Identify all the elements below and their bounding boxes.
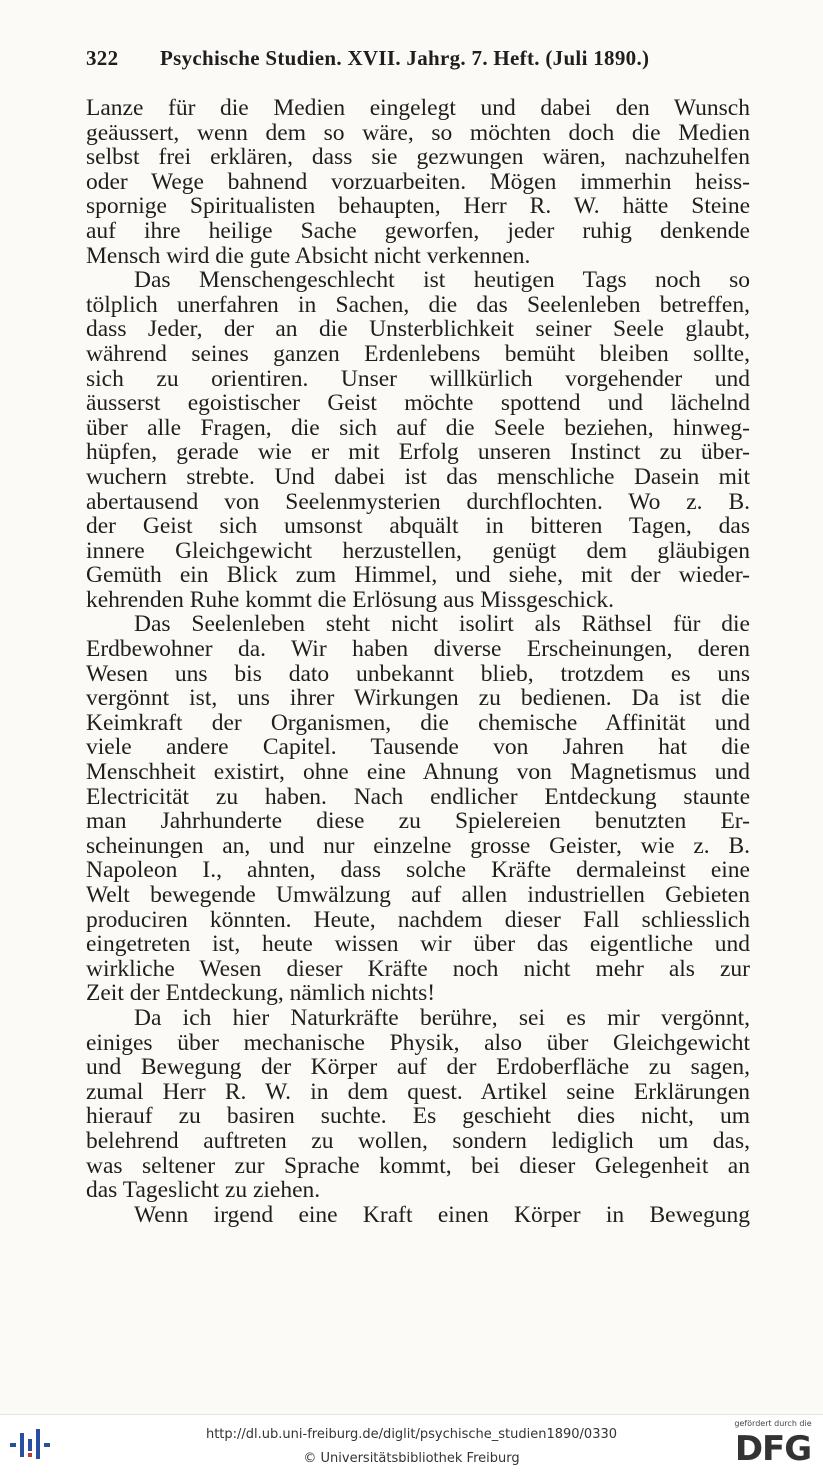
text-line: äusserst egoistischer Geist möchte spottend und lächelnd — [86, 390, 750, 417]
text-line: Wesen uns bis dato unbekannt blieb, trotzdem es uns — [86, 660, 750, 687]
body-text — [86, 96, 750, 1227]
text-line: oder Wege bahnend vorzuarbeiten. Mögen immerhin heiss- — [86, 168, 750, 195]
text-line: Napoleon I., ahnten, dass solche Kräfte dermaleinst eine — [86, 857, 750, 884]
paragraph-first-line: Wenn irgend eine Kraft einen Körper in Bewegung — [134, 1201, 750, 1228]
text-line: kehrenden Ruhe kommt die Erlösung aus Missgeschick. — [86, 586, 615, 613]
text-line: während seines ganzen Erdenlebens bemüht bleiben sollte, — [86, 340, 750, 367]
dfg-funding-note: gefördert durch die — [734, 1419, 812, 1428]
text-line: scheinungen an, und nur einzelne grosse Geister, wie z. B. — [86, 832, 750, 859]
paragraph-first-line: Da ich hier Naturkräfte berühre, sei es mir vergönnt, — [134, 1004, 750, 1031]
text-line: man Jahrhunderte diese zu Spielereien benutzten Er- — [86, 808, 750, 835]
text-line: abertausend von Seelenmysterien durchflochten. Wo z. B. — [86, 488, 750, 515]
text-line: hierauf zu basiren suchte. Es geschieht dies nicht, um — [86, 1103, 750, 1130]
text-line: tölplich unerfahren in Sachen, die das Seelenleben betreffen, — [86, 291, 750, 318]
text-line: Welt bewegende Umwälzung auf allen industriellen Gebieten — [86, 882, 750, 908]
text-line: Mensch wird die gute Absicht nicht verkennen. — [86, 242, 531, 269]
text-line: Lanze für die Medien eingelegt und dabei den Wunsch — [86, 95, 750, 121]
text-line: viele andere Capitel. Tausende von Jahren hat die — [86, 734, 750, 761]
text-line: eingetreten ist, heute wissen wir über das eigentliche und — [86, 931, 750, 958]
text-line: geäussert, wenn dem so wäre, so möchten doch die Medien — [86, 119, 750, 146]
text-line: Gemüth ein Blick zum Himmel, und siehe, mit der wieder- — [86, 562, 750, 589]
permalink-url[interactable]: http://dl.ub.uni-freiburg.de/diglit/psychische_studien1890/0330 — [205, 1427, 618, 1442]
running-title: Psychische Studien. XVII. Jahrg. 7. Heft. (Juli 1890.) — [160, 46, 650, 70]
dfg-logo — [733, 1419, 813, 1473]
text-line: selbst frei erklären, dass sie gezwungen wären, nachzuhelfen — [86, 144, 750, 171]
text-line: spornige Spiritualisten behaupten, Herr R. W. hätte Steine — [86, 193, 750, 220]
text-line: produciren könnten. Heute, nachdem dieser Fall schliesslich — [86, 906, 750, 933]
digitization-footer — [0, 1414, 823, 1475]
text-line: sich zu orientiren. Unser willkürlich vorgehender und — [86, 365, 750, 392]
text-line: Menschheit existirt, ohne eine Ahnung von Magnetismus und — [86, 759, 750, 786]
text-line: Zeit der Entdeckung, nämlich nichts! — [86, 980, 436, 1007]
paragraph-first-line: Das Seelenleben steht nicht isolirt als Räthsel für die — [134, 611, 750, 638]
text-line: und Bewegung der Körper auf der Erdoberfläche zu sagen, — [86, 1054, 750, 1081]
text-line: zumal Herr R. W. in dem quest. Artikel seine Erklärungen — [86, 1078, 750, 1105]
text-line: vergönnt ist, uns ihrer Wirkungen zu bedienen. Da ist die — [86, 685, 750, 712]
text-line: was seltener zur Sprache kommt, bei dieser Gelegenheit an — [86, 1152, 750, 1179]
page-number: 322 — [86, 46, 119, 70]
text-line: Electricität zu haben. Nach endlicher Entdeckung staunte — [86, 783, 750, 810]
text-line: Keimkraft der Organismen, die chemische Affinität und — [86, 709, 750, 736]
text-line: wirkliche Wesen dieser Kräfte noch nicht mehr als zur — [86, 955, 750, 982]
text-line: dass Jeder, der an die Unsterblichkeit seiner Seele glaubt, — [86, 316, 750, 343]
text-line: einiges über mechanische Physik, also über Gleichgewicht — [86, 1029, 750, 1056]
paragraph-first-line: Das Menschengeschlecht ist heutigen Tags noch so — [134, 267, 750, 294]
text-line: über alle Fragen, die sich auf die Seele beziehen, hinweg- — [86, 414, 750, 441]
copyright-notice: © Universitätsbibliothek Freiburg — [303, 1451, 520, 1466]
text-line: Erdbewohner da. Wir haben diverse Erscheinungen, deren — [86, 636, 750, 663]
dfg-wordmark: DFG — [734, 1429, 812, 1469]
text-line: auf ihre heilige Sache geworfen, jeder ruhig denkende — [86, 217, 750, 244]
text-line: innere Gleichgewicht herzustellen, genügt dem gläubigen — [86, 537, 750, 564]
running-head — [86, 46, 750, 76]
text-line: belehrend auftreten zu wollen, sondern lediglich um das, — [86, 1127, 750, 1154]
text-line: der Geist sich umsonst abquält in bitteren Tagen, das — [86, 513, 750, 540]
text-line: wuchern strebte. Und dabei ist das menschliche Dasein mit — [86, 463, 750, 490]
text-line: das Tageslicht zu ziehen. — [86, 1177, 321, 1204]
text-line: hüpfen, gerade wie er mit Erfolg unseren Instinct zu über- — [86, 439, 750, 466]
